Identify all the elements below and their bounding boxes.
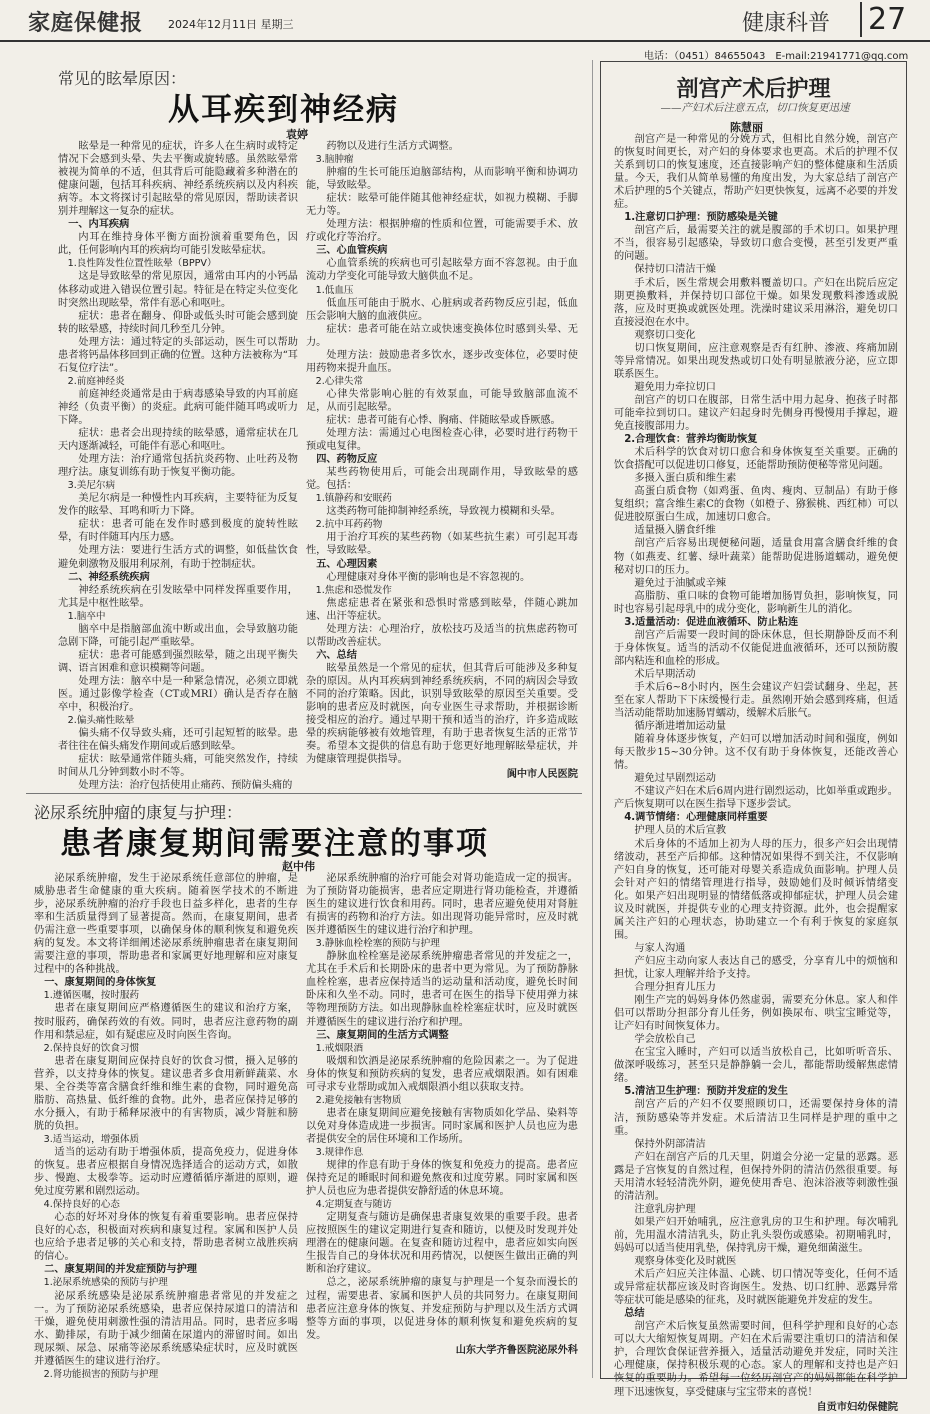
paragraph: 总之，泌尿系统肿瘤的康复与护理是一个复杂而漫长的过程，需要患者、家属和医护人员的共同努力。在康复期间患者应注意身体的恢复、并发症预防与护理以及生活方式调整等方面的事项，以促进身体的顺利恢复和避免疾病的复发。 <box>306 1277 578 1341</box>
paragraph: 泌尿系统感染是泌尿系统肿瘤患者常见的并发症之一。为了预防泌尿系统感染，患者应保持尿道口的清洁和干燥，避免使用刺激性强的清洁用品。同时，患者应多喝水、勤排尿，有助于减少细菌在尿道内的滞留时间。如出现尿频、尿急、尿痛等泌尿系统感染症状时，应及时就医并遵循医生的建议进行治疗。 <box>34 1290 298 1367</box>
page-number: 27 <box>860 2 906 37</box>
paragraph: 内耳在维持身体平衡方面扮演着重要角色，因此，任何影响内耳的疾病均可能引发眩晕症状。 <box>58 232 298 257</box>
paragraph: 如果产妇开始哺乳，应注意乳房的卫生和护理。每次哺乳前，先用温水清洁乳头，防止乳头裂伤或感染。初期哺乳时，妈妈可以适当使用乳垫，保持乳房干燥，避免细菌滋生。 <box>614 1216 898 1254</box>
subheading: 2.抗中耳药药物 <box>315 519 383 531</box>
paragraph: 用于治疗耳疾的某些药物（如某些抗生素）可引起耳毒性，导致眩晕。 <box>306 532 578 557</box>
article3-body <box>614 133 898 1413</box>
paragraph: 剖宫产的切口在腹部，日常生活中用力起身、抱孩子时都可能牵拉到切口。建议产妇起身时先侧身再慢慢用手撑起，避免直接腹部用力。 <box>614 394 898 433</box>
subheading: 1.良性阵发性位置性眩晕（BPPV） <box>67 258 217 270</box>
article1-author: 袁婷 <box>286 128 308 141</box>
paragraph: 症状：患者可能在发作时感到极度的旋转性眩晕，有时伴随耳内压力感。 <box>58 519 298 544</box>
paragraph: 学会放松自己 <box>634 1034 696 1046</box>
paragraph: 术后早期活动 <box>634 668 696 680</box>
paragraph: 症状：患者在翻身、仰卧或低头时可能会感到旋转的眩晕感，持续时间几秒至几分钟。 <box>58 310 298 335</box>
paragraph: 症状：患者可能感到强烈眩晕，随之出现平衡失调、语言困难和意识模糊等问题。 <box>58 649 298 674</box>
paragraph: 患者在康复期间应保持良好的饮食习惯，摄入足够的营养，以支持身体的恢复。建议患者多食用新鲜蔬菜、水果、全谷类等富含膳食纤维和维生素的食物，同时避免高脂肪、高热量、低纤维的食物。此外，患者应保持足够的水分摄入，有助于稀释尿液中的有害物质，减少肾脏和膀胱的负担。 <box>34 1055 298 1132</box>
article2-author: 赵中伟 <box>282 860 315 873</box>
paragraph: 术后产妇应关注体温、心跳、切口情况等变化，任何不适或异常症状都应该及时咨询医生。发热、切口红肿、恶露异常等症状可能是感染的征兆，及时就医能避免并发症的发生。 <box>614 1269 898 1307</box>
paragraph: 某些药物使用后，可能会出现副作用，导致眩晕的感觉。包括： <box>306 467 578 492</box>
paragraph: 焦虑症患者在紧张和恐惧时常感到眩晕，伴随心跳加速、出汗等症状。 <box>306 597 578 622</box>
paragraph: 患者在康复期间应严格遵循医生的建议和治疗方案，按时服药，确保药效的有效。同时，患者应注意药物的副作用和禁忌症，如有疑虑应及时向医生咨询。 <box>34 1003 298 1041</box>
paragraph: 低血压可能由于脱水、心脏病或者药物反应引起，低血压会影响大脑的血液供应。 <box>306 297 578 322</box>
subheading: 2.前庭神经炎 <box>67 375 125 387</box>
article2-kicker: 泌尿系统肿瘤的康复与护理： <box>34 803 243 822</box>
article2-column1 <box>34 872 298 1380</box>
paragraph: 静脉血栓栓塞是泌尿系统肿瘤患者常见的并发症之一，尤其在手术后和长期卧床的患者中更为常见。为了预防静脉血栓栓塞，患者应保持适当的运动量和活动度，避免长时间卧床和久坐不动。同时，患者可在医生的指导下使用弹力袜等物理预防方法。如出现静脉血栓栓塞症状时，应及时就医并遵循医生的建议进行治疗和护理。 <box>306 951 578 1028</box>
paragraph: 术后科学的饮食对切口愈合和身体恢复至关重要。正确的饮食搭配可以促进切口修复，还能帮助预防便秘等常见问题。 <box>614 447 898 472</box>
paragraph: 这类药物可能抑制神经系统，导致视力模糊和头晕。 <box>326 506 561 518</box>
section-heading: 一、内耳疾病 <box>68 219 130 231</box>
paragraph: 剖宫产后容易出现便秘问题，适量食用富含膳食纤维的食物（如燕麦、红薯、绿叶蔬菜）能帮助促进肠道蠕动，避免便秘对切口的压力。 <box>614 538 898 576</box>
paragraph: 不建议产妇在术后6周内进行剧烈运动，比如举重或跑步。产后恢复期可以在医生指导下逐步尝试。 <box>614 786 898 811</box>
subheading: 1.镇静药和安眠药 <box>315 493 392 505</box>
paragraph: 避免过早剧烈运动 <box>634 773 716 785</box>
paragraph: 眩晕虽然是一个常见的症状，但其背后可能涉及多种复杂的原因。从内耳疾病到神经系统疾病，不同的病因会导致不同的治疗策略。因此，识别导致眩晕的原因至关重要。受影响的患者应及时就医，向专业医生寻求帮助，并根据诊断接受相应的治疗。通过早期干预和适当的治疗，许多造成眩晕的疾病能够被有效地管理，有助于患者恢复生活的正常节奏。希望本文提供的信息有助于您更好地理解眩晕症状，并为健康管理提供指导。 <box>306 662 578 766</box>
paragraph: 刚生产完的妈妈身体仍然虚弱，需要充分休息。家人和伴侣可以帮助分担部分育儿任务，例如换尿布、哄宝宝睡觉等，让产妇有时间恢复体力。 <box>614 995 898 1033</box>
paragraph: 避免过于油腻或辛辣 <box>634 577 727 589</box>
paragraph: 泌尿系统肿瘤，发生于泌尿系统任意部位的肿瘤，是威胁患者生命健康的重大疾病。随着医学技术的不断进步，泌尿系统肿瘤的治疗手段也日益多样化，患者的生存率和生活质量得到了显著提高。然而，在康复期间，患者仍需注意一些重要事项，以确保身体的顺利恢复和避免疾病的复发。本文将详细阐述泌尿系统肿瘤患者在康复期间需要注意的事项，帮助患者和家属更好地理解和应对康复过程中的各种挑战。 <box>34 873 298 976</box>
paragraph: 心律失常影响心脏的有效泵血，可能导致脑部血流不足，从而引起眩晕。 <box>306 388 578 413</box>
paragraph: 规律的作息有助于身体的恢复和免疫力的提高。患者应保持充足的睡眠时间和避免熬夜和过度劳累。同时家属和医护人员也应为患者提供安静舒适的休息环境。 <box>306 1160 578 1198</box>
subheading: 2.保持良好的饮食习惯 <box>43 1042 140 1054</box>
paragraph: 处理方法：需通过心电图检查心律，必要时进行药物干预或电复律。 <box>306 428 578 453</box>
paragraph: 随着身体逐步恢复，产妇可以增加活动时间和强度，例如每天散步15~30分钟。这不仅有助于身体恢复，还能改善心情。 <box>614 734 898 772</box>
paragraph: 肿瘤的生长可能压迫脑部结构，从而影响平衡和协调功能，导致眩晕。 <box>306 167 578 192</box>
paragraph: 心血管系统的疾病也可引起眩晕方面不容忽视。由于血流动力学变化可能导致大脑供血不足。 <box>306 258 578 283</box>
paragraph: 避免用力牵拉切口 <box>634 381 716 393</box>
paragraph: 心态的好坏对身体的恢复有着重要影响。患者应保持良好的心态，积极面对疾病和康复过程。家属和医护人员也应给予患者足够的关心和支持，帮助患者树立战胜疾病的信心。 <box>34 1212 298 1263</box>
paragraph: 症状：眩晕可能伴随其他神经症状，如视力模糊、手脚无力等。 <box>306 193 578 218</box>
paragraph: 处理方法：鼓励患者多饮水，逐步改变体位，必要时使用药物来提升血压。 <box>306 349 578 374</box>
article-separator <box>26 793 582 794</box>
subheading: 4.定期复查与随访 <box>315 1199 392 1211</box>
paragraph: 保持切口清洁干燥 <box>634 264 716 276</box>
paragraph: 手术后，医生常规会用敷料覆盖切口。产妇在出院后应定期更换敷料，并保持切口部位干燥。如果发现敷料渗透或脱落，应及时更换或就医处理。洗澡时建议采用淋浴，避免切口直接浸泡在水中。 <box>614 277 898 328</box>
subheading: 3.规律作息 <box>315 1146 364 1158</box>
paragraph: 处理方法：通过特定的头部运动，医生可以帮助患者将钙晶体移回到正确的位置。这种方法被称为“耳石复位疗法”。 <box>58 336 298 374</box>
paragraph: 循序渐进增加运动量 <box>634 721 727 733</box>
section-heading: 3.适量活动：促进血液循环、防止粘连 <box>624 616 799 628</box>
page-header <box>0 0 930 42</box>
subheading: 2.肾功能损害的预防与护理 <box>43 1368 159 1380</box>
section-heading: 四、药物反应 <box>316 454 378 466</box>
section-name: 健康科普 <box>742 11 831 36</box>
paragraph: 心理健康对身体平衡的影响也是不容忽视的。 <box>326 571 531 583</box>
paragraph: 注意乳房护理 <box>634 1203 696 1215</box>
section-heading: 2.合理饮食：营养均衡助恢复 <box>624 434 758 446</box>
paragraph: 症状：眩晕通常伴随头痛，可能突然发作，持续时间从几分钟到数小时不等。 <box>58 754 298 779</box>
paragraph: 剖宫产后需要一段时间的卧床休息，但长期静卧反而不利于身体恢复。适当的活动不仅能促进血液循环，还可以预防腹部内粘连和血栓的形成。 <box>614 629 898 667</box>
paragraph: 处理方法：治疗包括使用止痛药、预防偏头痛的 <box>78 780 293 792</box>
subheading: 3.静脉血栓栓塞的预防与护理 <box>315 938 440 950</box>
paragraph: 处理方法：治疗通常包括抗炎药物、止吐药及物理疗法。康复训练有助于恢复平衡功能。 <box>58 454 298 479</box>
paragraph: 剖宫产是一种常见的分娩方式，但相比自然分娩，剖宫产的恢复时间更长，对产妇的身体要求也更高。术后的护理不仅关系到切口的恢复速度，还直接影响产妇的整体健康和生活质量。今天，我们从简单易懂的角度出发，为大家总结了剖宫产术后护理的5个关键点，帮助产妇更快恢复，远离不必要的并发症。 <box>614 134 898 211</box>
paragraph: 高蛋白质食物（如鸡蛋、鱼肉、瘦肉、豆制品）有助于修复组织；富含维生素C的食物（如橙子、猕猴桃、西红柿）可以促进胶原蛋白生成，加速切口愈合。 <box>614 486 898 524</box>
paragraph: 观察身体变化及时就医 <box>634 1256 737 1268</box>
subheading: 3.适当运动，增强体质 <box>43 1133 140 1145</box>
paragraph: 在宝宝入睡时，产妇可以适当放松自己，比如听听音乐、做深呼吸练习，甚至只是静静躺一会儿，都能帮助缓解焦虑情绪。 <box>614 1047 898 1085</box>
paragraph: 剖宫产后的产妇不仅要照顾切口，还需要保持身体的清洁，预防感染等并发症。术后清洁卫生同样是护理的重中之重。 <box>614 1099 898 1137</box>
paragraph: 泌尿系统肿瘤的治疗可能会对肾功能造成一定的损害。为了预防肾功能损害，患者应定期进行肾功能检查，并遵循医生的建议进行饮食和用药。同时，患者应避免使用对肾脏有损害的药物和治疗方法。如出现肾功能异常时，应及时就医并遵循医生的建议进行治疗和护理。 <box>306 873 578 937</box>
paragraph: 适当的运动有助于增强体质，提高免疫力，促进身体的恢复。患者应根据自身情况选择适合的运动方式，如散步、慢跑、太极拳等。运动时应遵循循序渐进的原则，避免过度劳累和剧烈运动。 <box>34 1146 298 1198</box>
paragraph: 症状：患者会出现持续的眩晕感，通常症状在几天内逐渐减轻，可能伴有恶心和呕吐。 <box>58 428 298 453</box>
paragraph: 处理方法：要进行生活方式的调整，如低盐饮食避免刺激物及服用利尿剂，有助于控制症状。 <box>58 545 298 570</box>
article2-title: 患者康复期间需要注意的事项 <box>60 826 489 862</box>
subheading: 1.遵循医嘱，按时服药 <box>43 990 140 1002</box>
paragraph: 症状：患者可能有心悸、胸痛、伴随眩晕或昏厥感。 <box>326 414 561 426</box>
paragraph: 护理人员的术后宣教 <box>634 825 727 837</box>
paragraph: 多摄入蛋白质和维生素 <box>634 473 737 485</box>
section-heading: 三、心血管疾病 <box>316 245 388 257</box>
subheading: 3.脑肿瘤 <box>315 154 354 166</box>
paragraph: 处理方法：心理治疗，放松技巧及适当的抗焦虑药物可以帮助改善症状。 <box>306 623 578 648</box>
paragraph: 脑卒中是指脑部血流中断或出血，会导致脑功能急剧下降，可能引起严重眩晕。 <box>58 623 298 648</box>
paragraph: 切口恢复期间，应注意观察是否有红肿、渗液、疼痛加剧等异常情况。如果出现发热或切口处有明显脓液分泌，应立即联系医生。 <box>614 342 898 380</box>
paragraph: 产妇在剖宫产后的几天里，阴道会分泌一定量的恶露。恶露是子宫恢复的自然过程，但保持外阴的清洁仍然很重要。每天用清水轻轻清洗外阴，避免使用香皂、泡沫浴液等刺激性强的清洁剂。 <box>614 1151 898 1202</box>
subheading: 2.避免接触有害物质 <box>315 1094 402 1106</box>
section-heading: 一、康复期间的身体恢复 <box>44 977 157 989</box>
section-heading: 三、康复期间的生活方式调整 <box>316 1029 449 1041</box>
paragraph: 偏头痛不仅导致头痛，还可引起短暂的眩晕。患者往往在偏头痛发作期间或后感到眩晕。 <box>58 728 298 753</box>
article-source: 阆中市人民医院 <box>506 769 578 781</box>
subheading: 2.偏头痛性眩晕 <box>67 715 135 727</box>
paragraph: 手术后6~8小时内，医生会建议产妇尝试翻身、坐起，甚至在家人帮助下下床缓慢行走。虽然刚开始会感到疼痛，但适当活动能帮助加速肠胃蠕动，缓解术后胀气。 <box>614 681 898 720</box>
article1-kicker: 常见的眩晕原因： <box>58 69 187 88</box>
paragraph: 处理方法：根据肿瘤的性质和位置，可能需要手术、放疗或化疗等治疗。 <box>306 219 578 244</box>
paragraph: 眩晕是一种常见的症状，许多人在生病时或特定情况下会感到头晕、失去平衡或旋转感。虽然眩晕常被视为简单的不适，但其背后可能隐藏着多种潜在的健康问题，包括耳科疾病、神经系统疾病以及内科疾病等。本文将探讨引起眩晕的常见原因，帮助读者识别并理解这一复杂的症状。 <box>58 141 298 218</box>
subheading: 2.心律失常 <box>315 375 364 387</box>
paragraph: 剖宫产术后恢复虽然需要时间，但科学护理和良好的心态可以大大缩短恢复周期。产妇在术后需要注重切口的清洁和保护，合理饮食保证营养摄入，适量活动避免并发症，同时关注心理健康，保持积极乐观的心态。家人的理解和支持也是产妇恢复的重要助力。希望每一位经历剖宫产的妈妈都能在科学护理下迅速恢复，享受健康与宝宝带来的喜悦！ <box>614 1321 898 1398</box>
article3-author: 陈慧丽 <box>730 121 763 134</box>
paragraph: 与家人沟通 <box>634 942 686 954</box>
subheading: 1.泌尿系统感染的预防与护理 <box>43 1277 168 1289</box>
paragraph: 高脂肪、重口味的食物可能增加肠胃负担，影响恢复，同时也容易引起母乳中的成分变化，影响新生儿的消化。 <box>614 590 898 615</box>
paragraph: 观察切口变化 <box>634 329 696 341</box>
section-heading: 六、总结 <box>316 649 357 661</box>
paragraph: 吸烟和饮酒是泌尿系统肿瘤的危险因素之一。为了促进身体的恢复和预防疾病的复发，患者应戒烟限酒。如有困难可寻求专业帮助或加入戒烟限酒小组以获取支持。 <box>306 1055 578 1093</box>
issue-date: 2024年12月11日 星期三 <box>168 18 294 31</box>
section-heading: 5.清洁卫生护理：预防并发症的发生 <box>624 1086 788 1098</box>
paragraph: 定期复查与随访是确保患者康复效果的重要手段。患者应按照医生的建议定期进行复查和随访，以便及时发现并处理潜在的健康问题。在复查和随访过程中，患者应如实向医生报告自己的身体状况和用药情况，以便医生做出正确的判断和治疗建议。 <box>306 1212 578 1276</box>
paragraph: 美尼尔病是一种慢性内耳疾病，主要特征为反复发作的眩晕、耳鸣和听力下降。 <box>58 493 298 518</box>
paragraph: 适量摄入膳食纤维 <box>634 525 716 537</box>
paragraph: 术后身体的不适加上初为人母的压力，很多产妇会出现情绪波动，甚至产后抑郁。这种情况如果得不到关注，不仅影响产妇自身的恢复，还可能对母婴关系造成负面影响。护理人员会针对产妇的情绪管理进行指导，鼓励她们及时倾诉情绪变化。如果产妇出现明显的情绪低落或抑郁症状，护理人员会建议及时就医，并提供专业的心理支持资源。此外，也会提醒家属关注产妇的心理状态，协助建立一个有利于恢复的家庭氛围。 <box>614 838 898 941</box>
paragraph: 产妇应主动向家人表达自己的感受，分享育儿中的烦恼和担忧，让家人理解并给予支持。 <box>614 955 898 980</box>
newspaper-brand: 家庭保健报 <box>28 10 144 36</box>
article3-title: 剖宫产术后护理 <box>676 76 831 102</box>
paragraph: 药物以及进行生活方式调整。 <box>326 141 459 152</box>
paragraph: 保持外阴部清洁 <box>634 1138 706 1150</box>
paragraph: 这是导致眩晕的常见原因，通常由耳内的小钙晶体移动或进入错误位置引起。特征是在特定头位变化时突然出现眩晕，常伴有恶心和呕吐。 <box>58 271 298 309</box>
subheading: 1.戒烟限酒 <box>315 1042 364 1054</box>
article-source: 山东大学齐鲁医院泌尿外科 <box>455 1344 578 1356</box>
section-heading: 1.注意切口护理：预防感染是关键 <box>624 212 778 224</box>
paragraph: 剖宫产后，最需要关注的就是腹部的手术切口。如果护理不当，很容易引起感染，导致切口愈合变慢，甚至引发更严重的问题。 <box>614 225 898 263</box>
contact-line: 电话：（0451）84655043 E-mail:21941771@qq.com <box>644 51 909 62</box>
paragraph: 患者在康复期间应避免接触有害物质如化学品、染料等以免对身体造成进一步损害。同时家属和医护人员也应为患者提供安全的居住环境和工作场所。 <box>306 1107 578 1145</box>
article1-column1 <box>58 140 298 792</box>
paragraph: 神经系统疾病在引发眩晕中同样发挥重要作用，尤其是中枢性眩晕。 <box>58 584 298 609</box>
paragraph: 处理方法：脑卒中是一种紧急情况，必须立即就医。通过影像学检查（CT或MRI）确认是否存在脑卒中，积极治疗。 <box>58 675 298 714</box>
paragraph: 前庭神经炎通常是由于病毒感染导致的内耳前庭神经（负责平衡）的炎症。此病可能伴随耳鸣或听力下降。 <box>58 388 298 426</box>
article-source: 自贡市妇幼保健院 <box>816 1401 898 1413</box>
subheading: 4.保持良好的心态 <box>43 1199 120 1211</box>
column-divider <box>592 60 593 1378</box>
section-heading: 二、神经系统疾病 <box>68 571 150 583</box>
paragraph: 症状：患者可能在站立或快速变换体位时感到头晕、无力。 <box>306 323 578 348</box>
paragraph: 合理分担育儿压力 <box>634 982 716 994</box>
article1-title: 从耳疾到神经病 <box>168 92 399 128</box>
section-heading: 二、康复期间的并发症预防与护理 <box>44 1264 197 1276</box>
section-heading: 4.调节情绪：心理健康同样重要 <box>624 812 768 824</box>
article2-column2 <box>306 872 578 1376</box>
subheading: 1.脑卒中 <box>67 610 106 622</box>
subheading: 3.美尼尔病 <box>67 480 116 492</box>
section-heading: 总结 <box>624 1308 645 1320</box>
article3-subtitle: ——产妇术后注意五点，切口恢复更迅速 <box>660 102 850 114</box>
subheading: 1.低血压 <box>315 284 354 296</box>
article1-column2 <box>306 140 578 786</box>
subheading: 1.焦虑和恐慌发作 <box>315 584 392 596</box>
section-heading: 五、心理因素 <box>316 558 378 570</box>
